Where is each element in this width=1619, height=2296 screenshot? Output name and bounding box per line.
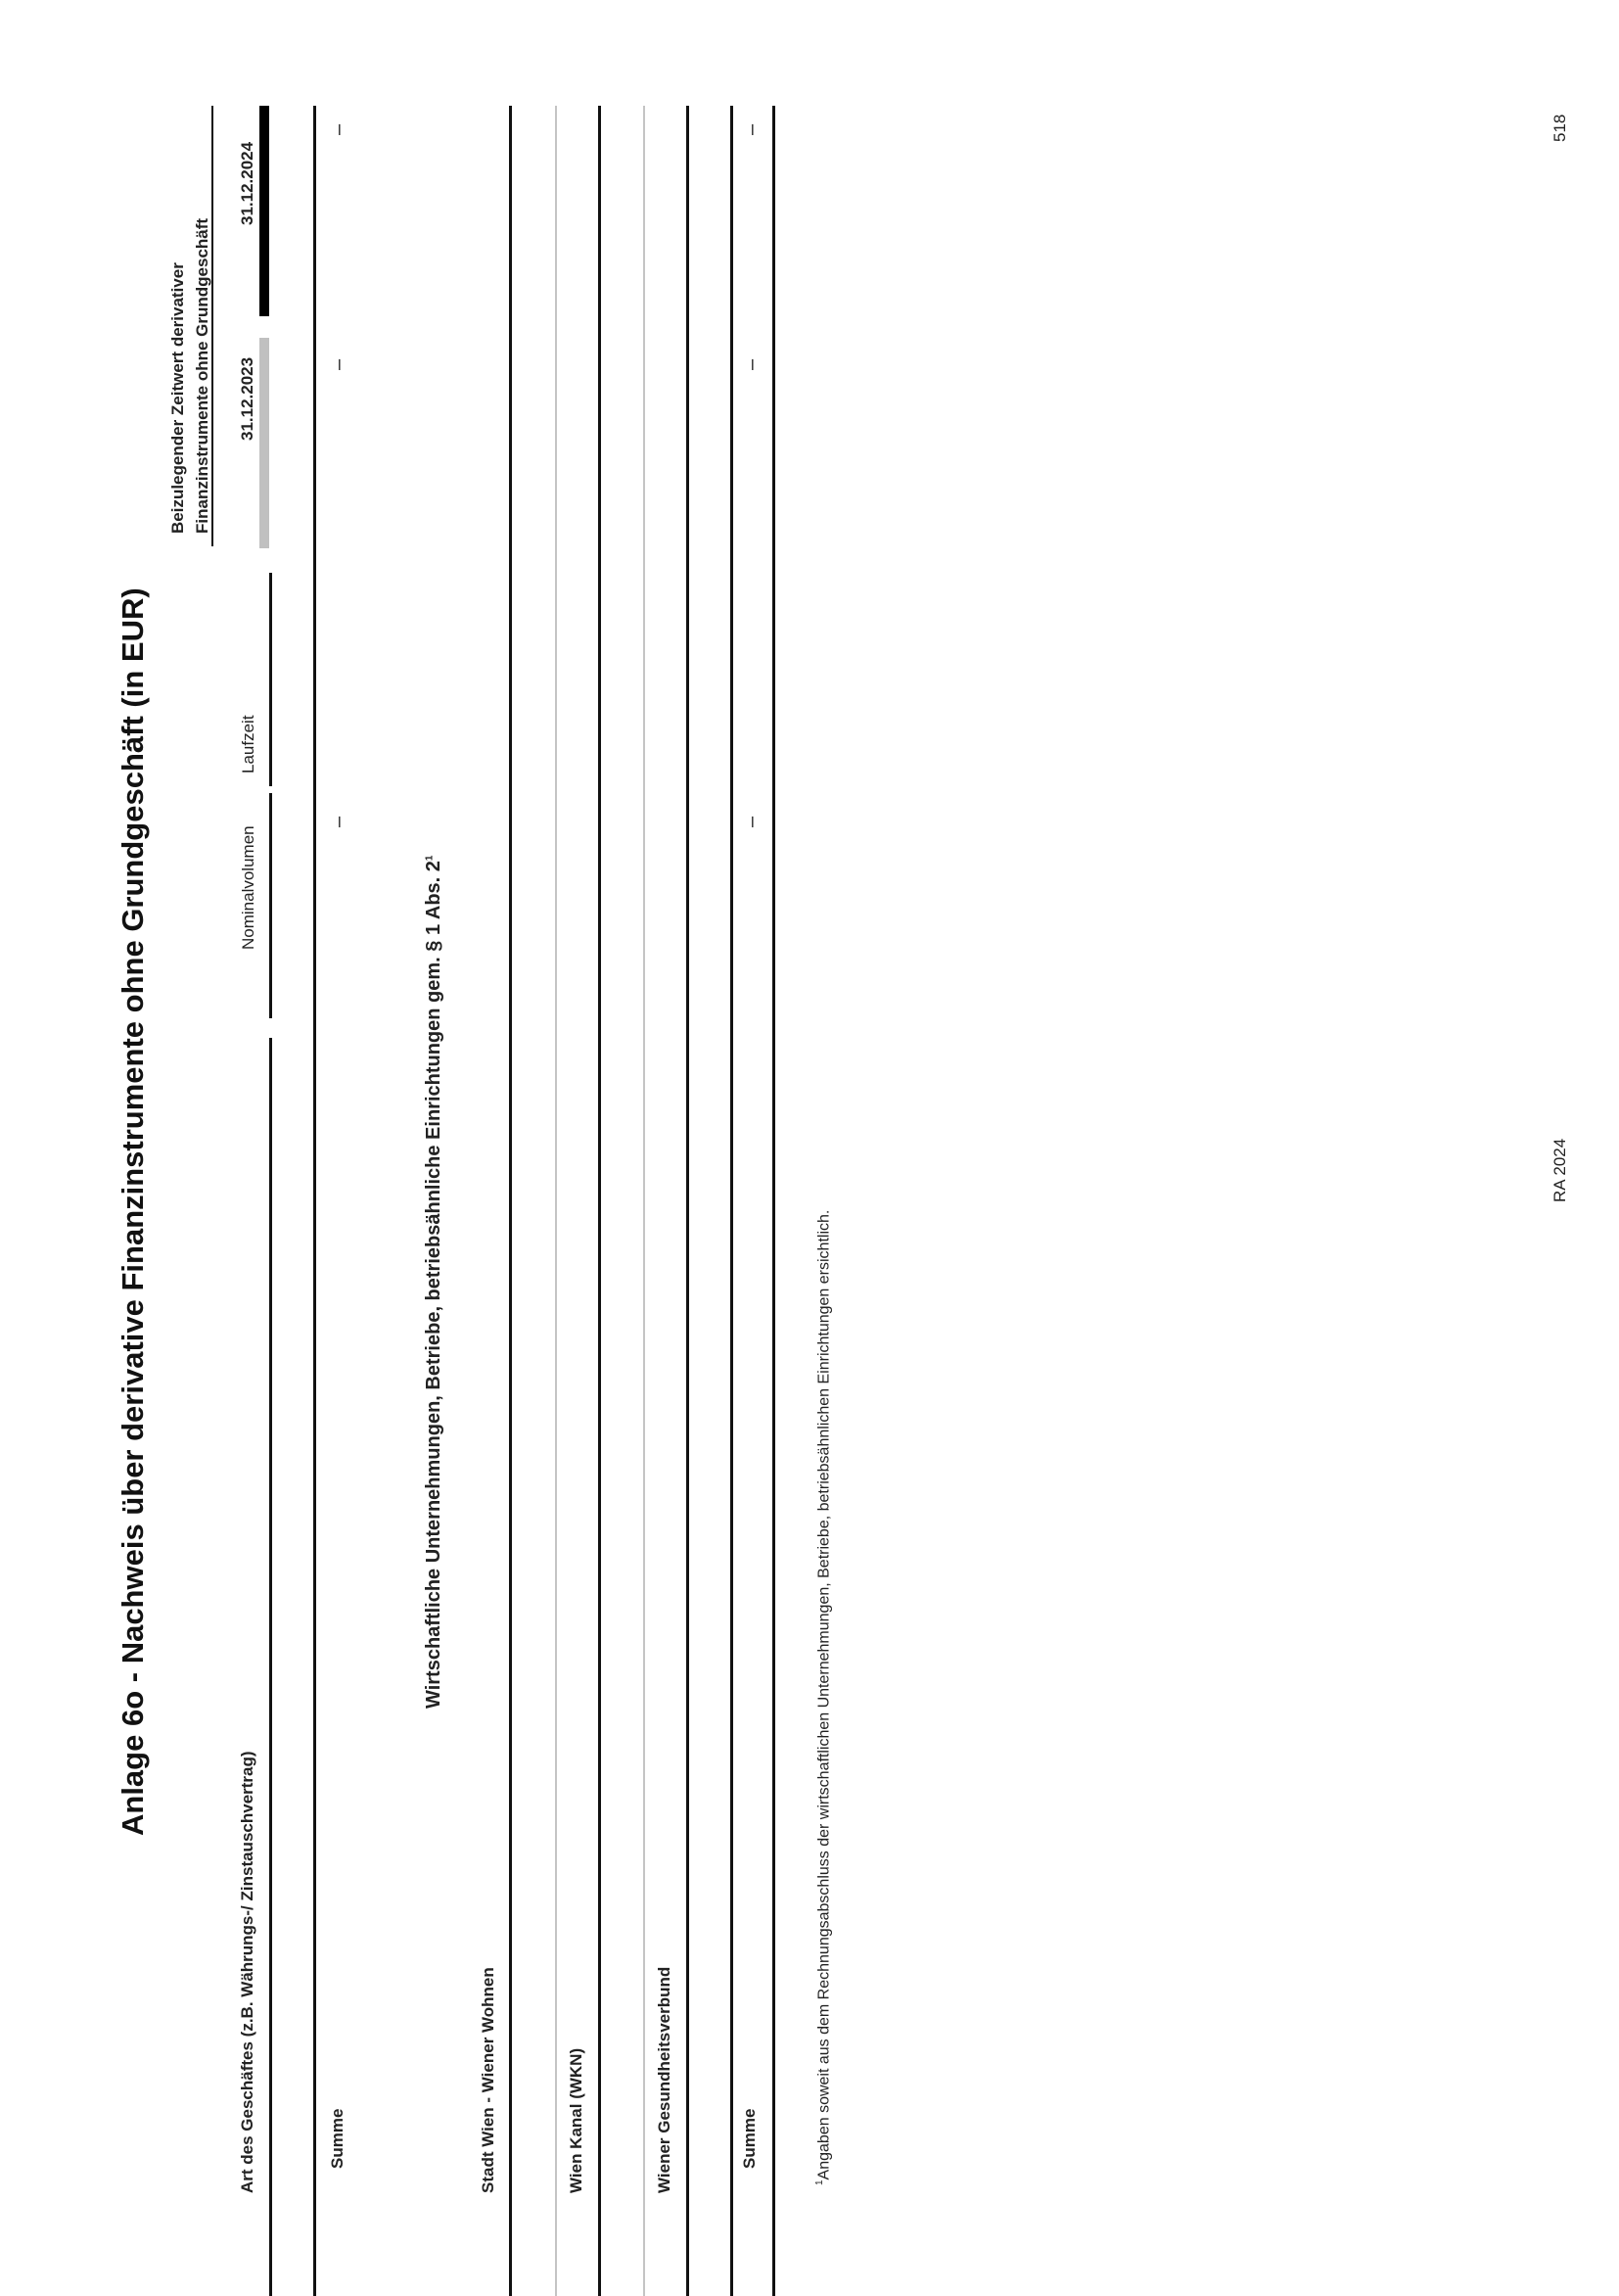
header-art-des-geschaefts: Art des Geschäftes (z.B. Währungs-/ Zinstauschvertrag) xyxy=(238,1751,256,2193)
summe-2-nominalvolumen: – xyxy=(741,816,763,827)
header-border-art xyxy=(269,1038,272,2296)
footnote-marker: 1 xyxy=(814,2179,825,2185)
row-divider-1 xyxy=(555,106,557,2296)
page-number: 518 xyxy=(1550,114,1569,142)
summe-2-bottom-border xyxy=(772,106,775,2296)
entity-label-wkn: Wien Kanal (WKN) xyxy=(567,2047,585,2193)
header-zeitwert-line2: Finanzinstrumente ohne Grundgeschäft xyxy=(193,217,211,534)
entity-label-wiener-wohnen: Stadt Wien - Wiener Wohnen xyxy=(479,1967,497,2193)
header-border-laufzeit xyxy=(269,573,272,786)
summe-1-zeitwert-2024: – xyxy=(328,123,349,135)
entity-border-wkn xyxy=(598,106,601,2296)
page-title: Anlage 6o - Nachweis über derivative Finanzinstrumente ohne Grundgeschäft (in EUR) xyxy=(116,587,150,1836)
header-date-2024: 31.12.2024 xyxy=(238,141,256,225)
header-border-2024 xyxy=(259,106,269,316)
section-footnote-marker: 1 xyxy=(424,855,436,862)
entity-border-gesundheitsverbund xyxy=(686,106,689,2296)
header-border-nominal xyxy=(269,793,272,1018)
footnote xyxy=(814,1210,833,2185)
summe-2-top-border xyxy=(730,106,733,2296)
footnote-text: Angaben soweit aus dem Rechnungsabschluss der wirtschaftlichen Unternehmungen, Betriebe, betriebsähnlichen Einrichtungen ersichtlich. xyxy=(815,1209,833,2180)
section-title: Wirtschaftliche Unternehmungen, Betriebe, betriebsähnliche Einrichtungen gem. § 1 Abs. 2 xyxy=(423,861,444,1709)
header-border-2023 xyxy=(259,338,269,548)
summe-2-label: Summe xyxy=(740,2108,759,2169)
row-divider-2 xyxy=(643,106,645,2296)
summe-2-zeitwert-2024: – xyxy=(741,123,763,135)
section-heading xyxy=(423,856,445,1709)
header-zeitwert-line1: Beizulegender Zeitwert derivativer xyxy=(168,262,187,534)
summe-1-nominalvolumen: – xyxy=(328,816,349,827)
zeitwert-header-underline xyxy=(211,106,213,546)
header-laufzeit: Laufzeit xyxy=(239,715,257,773)
footer-report-label: RA 2024 xyxy=(1550,1138,1569,1202)
summe-1-top-border xyxy=(313,106,316,2296)
header-nominalvolumen: Nominalvolumen xyxy=(239,825,257,950)
entity-label-gesundheitsverbund: Wiener Gesundheitsverbund xyxy=(655,1966,673,2193)
header-date-2023: 31.12.2023 xyxy=(238,356,256,441)
summe-1-label: Summe xyxy=(328,2108,347,2169)
summe-1-zeitwert-2023: – xyxy=(328,358,349,370)
summe-2-zeitwert-2023: – xyxy=(741,358,763,370)
entity-border-wiener-wohnen xyxy=(509,106,512,2296)
